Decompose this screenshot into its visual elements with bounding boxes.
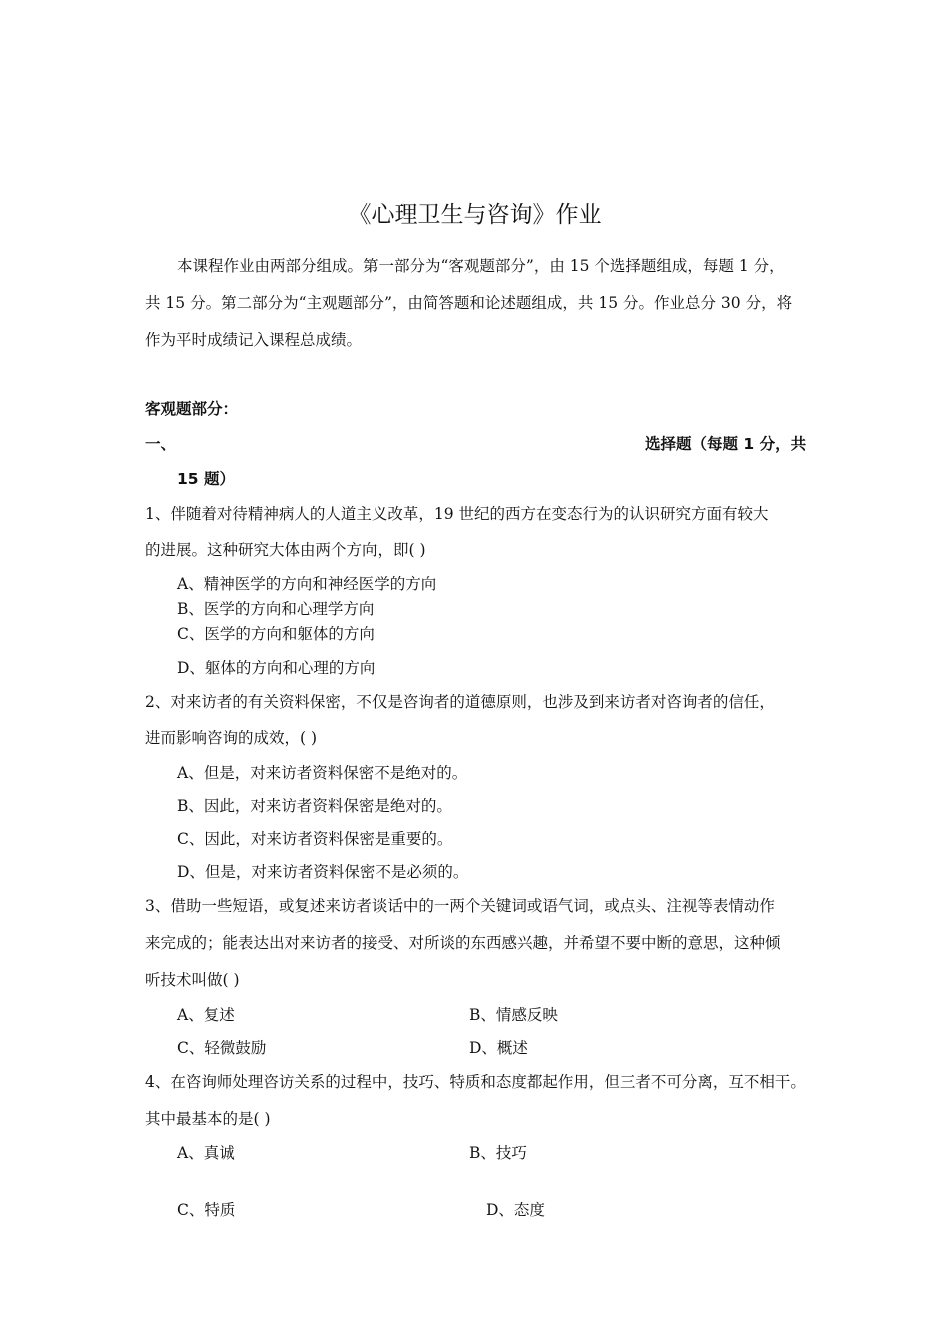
question-4-option-d: D、态度 [486, 1201, 545, 1219]
question-1-option-c: C、医学的方向和躯体的方向 [177, 625, 375, 643]
question-1-option-a: A、精神医学的方向和神经医学的方向 [177, 575, 437, 593]
question-3-option-d: D、概述 [469, 1039, 528, 1057]
intro-line-3: 作为平时成绩记入课程总成绩。 [145, 331, 363, 349]
intro-line-1: 本课程作业由两部分组成。第一部分为“客观题部分”，由 15 个选择题组成，每题 1 分， [177, 257, 785, 275]
question-4-option-a: A、真诚 [177, 1144, 235, 1162]
question-3-line-1: 3、借助一些短语，或复述来访者谈话中的一两个关键词或语气词，或点头、注视等表情动作 [145, 897, 775, 915]
question-3-option-b: B、情感反映 [469, 1006, 558, 1024]
question-3-line-3: 听技术叫做( ) [145, 971, 240, 989]
question-3-option-a: A、复述 [177, 1006, 235, 1024]
subsection-title-continued: 15 题） [177, 470, 235, 488]
question-2-option-c: C、因此，对来访者资料保密是重要的。 [177, 830, 453, 848]
question-2-line-1: 2、对来访者的有关资料保密，不仅是咨询者的道德原则，也涉及到来访者对咨询者的信任， [145, 693, 775, 711]
question-3-line-2: 来完成的；能表达出对来访者的接受、对所谈的东西感兴趣，并希望不要中断的意思，这种倾 [145, 934, 781, 952]
question-1-option-b: B、医学的方向和心理学方向 [177, 600, 375, 618]
subsection-number: 一、 [145, 435, 177, 453]
question-4-line-1: 4、在咨询师处理咨访关系的过程中，技巧、特质和态度都起作用，但三者不可分离，互不相干。 [145, 1073, 806, 1091]
question-3-option-c: C、轻微鼓励 [177, 1039, 267, 1057]
question-4-line-2: 其中最基本的是( ) [145, 1110, 271, 1128]
question-4-option-c: C、特质 [177, 1201, 236, 1219]
question-2-option-b: B、因此，对来访者资料保密是绝对的。 [177, 797, 452, 815]
question-1-line-1: 1、伴随着对待精神病人的人道主义改革，19 世纪的西方在变态行为的认识研究方面有较大 [145, 505, 769, 523]
question-2-option-a: A、但是，对来访者资料保密不是绝对的。 [177, 764, 468, 782]
section-heading: 客观题部分： [145, 400, 239, 418]
document-title: 《心理卫生与咨询》作业 [348, 202, 602, 228]
question-2-line-2: 进而影响咨询的成效，( ) [145, 729, 318, 747]
question-2-option-d: D、但是，对来访者资料保密不是必须的。 [177, 863, 469, 881]
question-1-option-d: D、躯体的方向和心理的方向 [177, 659, 376, 677]
intro-line-2: 共 15 分。第二部分为“主观题部分”，由简答题和论述题组成，共 15 分。作业总分 30 分，将 [145, 294, 793, 312]
question-4-option-b: B、技巧 [469, 1144, 527, 1162]
question-1-line-2: 的进展。这种研究大体由两个方向，即( ) [145, 541, 426, 559]
subsection-title: 选择题（每题 1 分，共 [645, 435, 807, 453]
